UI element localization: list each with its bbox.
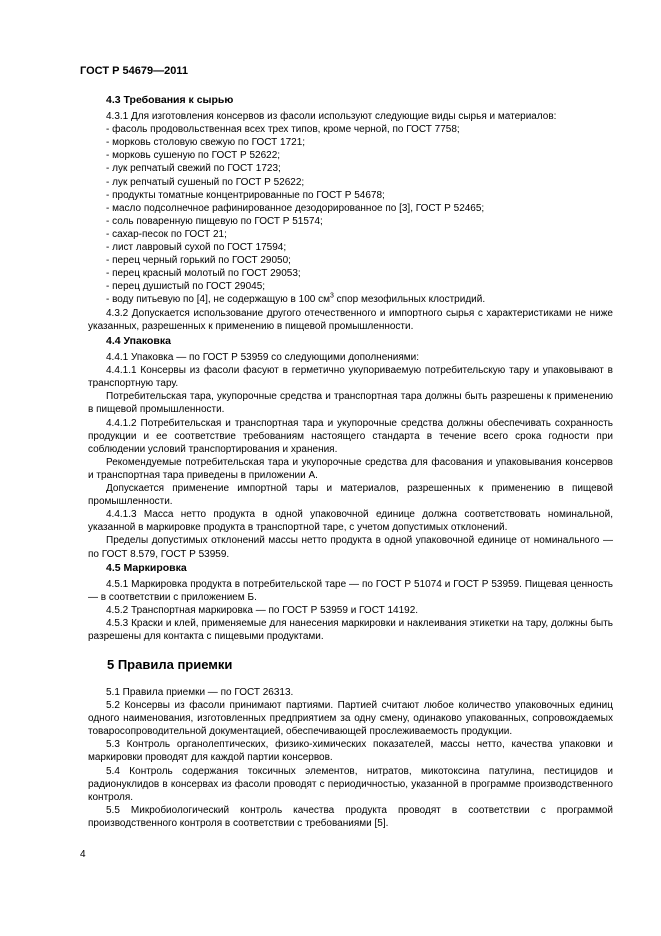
list-item: - соль поваренную пищевую по ГОСТ Р 51574;: [106, 215, 323, 227]
paragraph: 4.4.1.3 Масса нетто продукта в одной упаковочной единице должна соответствовать номинальной, указанной в маркировке продукта в транспортной таре, с учетом допустимых отклонений.: [88, 509, 613, 534]
list-item: - перец черный горький по ГОСТ 29050;: [106, 255, 291, 267]
paragraph: Пределы допустимых отклонений массы нетто продукта в одной упаковочной единице от номинального — по ГОСТ 8.579, ГОСТ Р 53959.: [88, 535, 613, 560]
page-header: ГОСТ Р 54679—2011: [80, 65, 188, 77]
paragraph: 4.5.1 Маркировка продукта в потребительской таре — по ГОСТ Р 51074 и ГОСТ Р 53959. Пищевая ценность — в соответствии с приложением Б.: [88, 579, 613, 604]
paragraph: Допускается применение импортной тары и материалов, разрешенных к применению в пищевой промышленности.: [88, 483, 613, 508]
list-item: - морковь сушеную по ГОСТ Р 52622;: [106, 150, 281, 162]
paragraph: 4.4.1.2 Потребительская и транспортная тара и укупорочные средства должны обеспечивать сохранность продукции и ее соответствие требованиям настоящего стандарта в течение всего срока годности при соблюдении условий транспортирования и хранения.: [88, 417, 613, 455]
page-number: 4: [80, 849, 86, 860]
list-item: - фасоль продовольственная всех трех типов, кроме черной, по ГОСТ 7758;: [106, 124, 460, 136]
section-title: 4.3 Требования к сырью: [106, 94, 234, 106]
section-title: 4.5 Маркировка: [106, 562, 187, 574]
paragraph: 4.4.1.1 Консервы из фасоли фасуют в герметично укупориваемую потребительскую тару и упаковывают в транспортную тару.: [88, 365, 613, 390]
section-4-3: [88, 94, 613, 333]
section-4-5: [88, 562, 613, 644]
paragraph: 5.1 Правила приемки — по ГОСТ 26313.: [106, 687, 294, 698]
superscript: 3: [330, 293, 334, 301]
section-4-4: [88, 335, 613, 561]
paragraph: 4.4.1 Упаковка — по ГОСТ Р 53959 со следующими дополнениями:: [106, 352, 420, 364]
section-5-title: 5 Правила приемки: [107, 657, 233, 672]
paragraph: 4.3.1 Для изготовления консервов из фасоли используют следующие виды сырья и материалов:: [106, 111, 557, 123]
list-item: - продукты томатные концентрированные по ГОСТ Р 54678;: [106, 189, 385, 201]
paragraph: 4.5.2 Транспортная маркировка — по ГОСТ Р 53959 и ГОСТ 14192.: [106, 605, 419, 617]
paragraph: 5.3 Контроль органолептических, физико-химических показателей, массы нетто, качества упаковки и маркировки проводят для каждой партии консервов.: [88, 739, 613, 764]
list-item: - перец душистый по ГОСТ 29045;: [106, 281, 266, 293]
section-5: [88, 686, 613, 830]
list-item-water: [88, 293, 613, 306]
list-item: - лук репчатый сушеный по ГОСТ Р 52622;: [106, 176, 305, 188]
section-title: 4.4 Упаковка: [106, 335, 171, 347]
paragraph: Рекомендуемые потребительская тара и укупорочные средства для фасования и упаковывания консервов и транспортная тара приведены в приложении А.: [88, 456, 613, 481]
paragraph: 4.3.2 Допускается использование другого отечественного и импортного сырья с характеристиками не ниже указанных, разрешенных к применению в пищевой промышленности.: [88, 307, 613, 332]
list-item: - сахар-песок по ГОСТ 21;: [106, 228, 227, 240]
list-item: - масло подсолнечное рафинированное дезодорированное по [3], ГОСТ Р 52465;: [106, 202, 485, 214]
water-text-a: - воду питьевую по [4], не содержащую в 100 см: [106, 294, 330, 306]
paragraph: 5.5 Микробиологический контроль качества продукта проводят в соответствии с программой производственного контроля в соответствии с требованиями [5].: [88, 804, 613, 829]
list-item: - лист лавровый сухой по ГОСТ 17594;: [106, 242, 287, 254]
paragraph: 5.4 Контроль содержания токсичных элементов, нитратов, микотоксина патулина, пестицидов и радионуклидов в консервах из фасоли проводят с периодичностью, указанной в программе производственного контроля.: [88, 765, 613, 803]
list-item: - лук репчатый свежий по ГОСТ 1723;: [106, 163, 281, 175]
paragraph: 5.2 Консервы из фасоли принимают партиями. Партией считают любое количество упаковочных единиц одного наименования, изготовленных предприятием за одну смену, одинаково упакованных, сопровождаемых товаросопроводительной документацией, обеспечивающей прослеживаемость продукции.: [88, 700, 613, 738]
list-item: - перец красный молотый по ГОСТ 29053;: [106, 268, 301, 280]
water-text-b: спор мезофильных клостридий.: [333, 294, 486, 306]
paragraph: 4.5.3 Краски и клей, применяемые для нанесения маркировки и наклеивания этикетки на тару, должны быть разрешены для контакта с пищевыми продуктами.: [88, 618, 613, 643]
list-item: - морковь столовую свежую по ГОСТ 1721;: [106, 137, 306, 149]
paragraph: Потребительская тара, укупорочные средства и транспортная тара должны быть разрешены к применению в пищевой промышленности.: [88, 391, 613, 416]
